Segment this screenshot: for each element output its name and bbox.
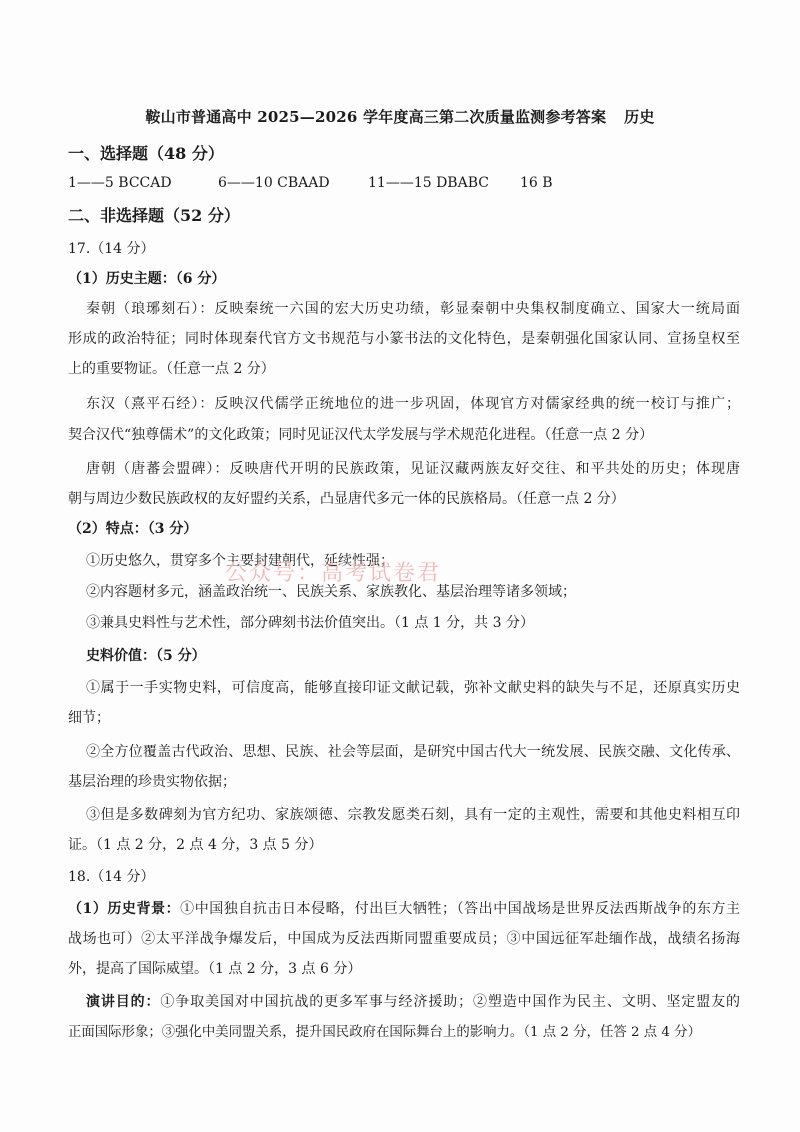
q18-part1-line: 外，提高了国际威望。（1 点 2 分，3 点 6 分） (68, 961, 362, 977)
q18-part1-line (68, 898, 740, 918)
q17-part1-line: 秦朝（琅琊刻石）：反映秦统一六国的宏大历史功绩，彰显秦朝中央集权制度确立、国家大一统局面 (86, 301, 740, 317)
q17-part3-heading: 史料价值：（5 分） (86, 648, 206, 664)
section2-heading: 二、非选择题（52 分） (68, 206, 240, 225)
q17-part2-line: ①历史悠久，贯穿多个主要封建朝代，延续性强； (86, 553, 394, 569)
q18-part2-text: ①争取美国对中国抗战的更多军事与经济援助；②塑造中国作为民主、文明、坚定盟友的 (160, 994, 741, 1010)
page-title (0, 106, 800, 127)
answer-group-2: 6——10 CBAAD (218, 175, 330, 191)
q17-number: 17.（14 分） (68, 241, 155, 257)
q17-part2-line: ③兼具史料性与艺术性，部分碑刻书法价值突出。（1 点 1 分，共 3 分） (86, 615, 534, 631)
q17-part1-line: 东汉（熹平石经）：反映汉代儒学正统地位的进一步巩固，体现官方对儒家经典的统一校订与推广； (86, 396, 740, 412)
q17-part1-line: 上的重要物证。（任意一点 2 分） (68, 361, 275, 377)
q18-part1-text: ①中国独自抗击日本侵略，付出巨大牺牲；（答出中国战场是世界反法西斯战争的东方主 (180, 901, 740, 917)
subject-label: 历史 (624, 108, 655, 126)
answer-group-1: 1——5 BCCAD (68, 175, 172, 191)
q17-part3-line: 细节； (68, 710, 110, 726)
q17-part1-line: 唐朝（唐蕃会盟碑）：反映唐代开明的民族政策，见证汉藏两族友好交往、和平共处的历史；体现唐 (86, 461, 740, 477)
section1-heading: 一、选择题（48 分） (68, 144, 224, 163)
q17-part1-line: 契合汉代“独尊儒术”的文化政策；同时见证汉代太学发展与学术规范化进程。（任意一点 2 分） (68, 427, 654, 443)
q17-part3-line: ③但是多数碑刻为官方纪功、家族颂德、宗教发愿类石刻，具有一定的主观性，需要和其他史料相互印 (86, 807, 740, 823)
q18-part2-line (86, 991, 740, 1011)
q17-part1-line: 朝与周边少数民族政权的友好盟约关系，凸显唐代多元一体的民族格局。（任意一点 2 分） (68, 491, 625, 507)
watermark-text: 公众号：高考试卷君 (225, 561, 442, 586)
q17-part3-line: 基层治理的珍贵实物依据； (68, 774, 236, 790)
q18-part2-line: 正面国际形象；③强化中美同盟关系，提升国民政府在国际舞台上的影响力。（1 点 2 分，任答 2 点 4 分） (68, 1025, 701, 1040)
q17-part3-line: ②全方位覆盖古代政治、思想、民族、社会等层面，是研究中国古代大一统发展、民族交融、文化传承、 (86, 744, 740, 760)
q17-part1-line: 形成的政治特征；同时体现秦代官方文书规范与小篆书法的文化特色，是秦朝强化国家认同、宣扬皇权至 (68, 331, 740, 347)
q17-part2-line: ②内容题材多元，涵盖政治统一、民族关系、家族教化、基层治理等诸多领域； (86, 584, 576, 600)
title-text: 鞍山市普通高中 2025—2026 学年度高三第二次质量监测参考答案 (145, 108, 607, 126)
q17-part3-line: ①属于一手实物史料，可信度高，能够直接印证文献记载，弥补文献史料的缺失与不足，还原真实历史 (86, 680, 740, 696)
q18-part2-label: 演讲目的： (86, 994, 161, 1010)
answer-group-3: 11——15 DBABC (368, 175, 489, 191)
q18-part1-line: 战场也可）②太平洋战争爆发后，中国成为反法西斯同盟重要成员；③中国远征军赴缅作战，战绩名扬海 (68, 931, 740, 947)
q18-part1-label: （1）历史背景： (68, 901, 181, 917)
q17-part1-heading: （1）历史主题：（6 分） (68, 271, 226, 287)
q17-part3-line: 证。（1 点 2 分，2 点 4 分，3 点 5 分） (68, 837, 323, 853)
q18-number: 18.（14 分） (68, 869, 155, 885)
answer-group-4: 16 B (520, 175, 553, 191)
q17-part2-heading: （2）特点：（3 分） (68, 521, 198, 537)
